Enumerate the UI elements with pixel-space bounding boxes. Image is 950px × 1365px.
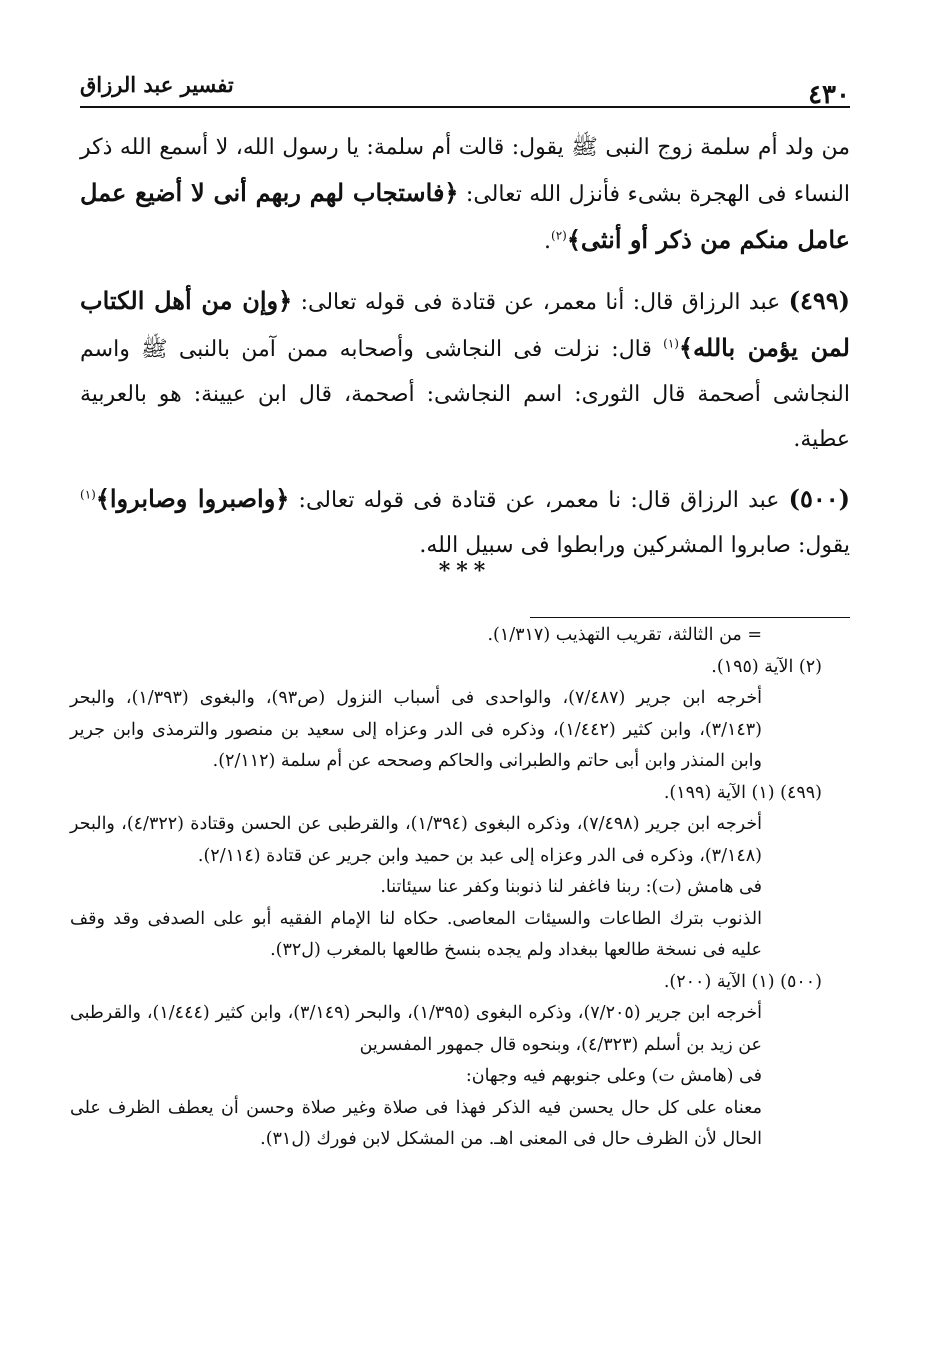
page-header [80,66,850,108]
entry-499-commentary: قال: نزلت فى النجاشى وأصحابه ممن آمن بالنبى ﷺ واسم النجاشى أصحمة قال الثورى: اسم النجاشى: أصحمة، قال ابن عيينة: هو بالعربية عطية. [80,337,850,452]
quran-quote: ﴿واصبروا وصابروا﴾ [95,484,290,513]
entry-500-text: عبد الرزاق قال: نا معمر، عن قتادة فى قوله تعالى: [289,488,789,513]
section-separator: *** [438,558,492,584]
para1-text: من ولد أم سلمة زوج النبى ﷺ يقول: قالت أم سلمة: يا رسول الله، لا أسمع الله ذكر النساء فى الهجرة بشىء فأنزل الله تعالى: [80,135,851,207]
entry-499-text: عبد الرزاق قال: أنا معمر، عن قتادة فى قوله تعالى: [292,290,789,315]
entry-500-commentary: يقول: صابروا المشركين ورابطوا فى سبيل الله. [419,533,850,558]
footnote-2-body: أخرجه ابن جرير (٧/٤٨٧)، والواحدى فى أسباب النزول (ص٩٣)، والبغوى (١/٣٩٣)، والبحر (٣/١٤٣)، وابن كثير (١/٤٤٢)، وذكره فى الدر وعزاه إلى سعيد بن منصور والترمذى وابن جرير وابن المنذر وابن أبى حاتم والطبرانى والحاكم وصححه عن أم سلمة (٢/١١٢). [70,688,762,771]
main-text [80,125,850,568]
footnote-500-margin-note: فى (هامش ت) وعلى جنوبهم فيه وجهان: [465,1066,762,1086]
entry-500 [80,476,850,568]
footnotes [70,620,822,1156]
para1-end: . [544,229,551,254]
footnote-continuation: = من الثالثة، تقريب التهذيب (١/٣١٧). [487,625,762,645]
footnote-499-margin-note-cont: الذنوب بترك الطاعات والسيئات المعاصى. حكاه لنا الإمام الفقيه أبو على الصدفى وقد وقف عليه فى نسخة طالعها ببغداد ولم يجده بنسخ طالعها بالمغرب (ل٣٢). [70,908,762,960]
paragraph-continuation [80,125,850,264]
footnote-ref: (٢) [551,228,567,243]
footnote-500-heading: (٥٠٠) (١) الآية (٢٠٠). [663,971,822,992]
quran-quote: ﴿فاستجاب لهم ربهم أنى لا أضيع عمل عامل منكم من ذكر أو أنثى﴾ [80,178,850,254]
footnote-499-body: أخرجه ابن جرير (٧/٤٩٨)، وذكره البغوى (١/٣٩٤)، والقرطبى عن الحسن وقتادة (٤/٣٢٢)، والبحر (٣/١٤٨)، وذكره فى الدر وعزاه إلى عبد بن حميد وابن جرير عن قتادة (٢/١١٤). [70,814,763,866]
footnote-499-heading: (٤٩٩) (١) الآية (١٩٩). [663,782,822,803]
quran-quote: ﴿وإن من أهل الكتاب لمن يؤمن بالله﴾ [80,286,850,362]
footnote-2-heading: (٢) الآية (١٩٥). [711,656,822,677]
entry-number: (٤٩٩) [788,286,850,315]
page-number: ٤٣٠ [808,80,850,110]
footnote-500-margin-note-cont: معناه على كل حال يحسن فيه الذكر فهذا فى صلاة وغير صلاة وحسن أن يعطف الظرف على الحال لأن الظرف حال فى المعنى اهـ. من المشكل لابن فورك (ل٣١). [70,1097,762,1149]
footnote-500-body: أخرجه ابن جرير (٧/٢٠٥)، وذكره البغوى (١/٣٩٥)، والبحر (٣/١٤٩)، وابن كثير (١/٤٤٤)، والقرطبى عن زيد بن أسلم (٤/٣٢٣)، وبنحوه قال جمهور المفسرين [70,1003,763,1055]
footnote-rule [530,617,850,618]
footnote-ref: (١) [80,487,96,502]
book-title: تفسير عبد الرزاق [80,72,234,97]
footnote-ref: (١) [663,336,679,351]
entry-number: (٥٠٠) [788,484,850,513]
footnote-499-margin-note: فى هامش (ت): ربنا فاغفر لنا ذنوبنا وكفر عنا سيئاتنا. [380,877,762,897]
entry-499 [80,278,850,462]
